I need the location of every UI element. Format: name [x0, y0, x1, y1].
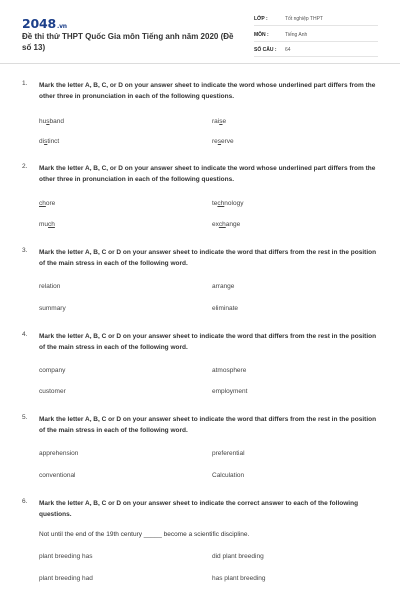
question-text: Mark the letter A, B, C or D on your answer sheet to indicate the word that differs from the rest in the position of the main stress in each of the following word. — [39, 249, 377, 267]
option-a[interactable]: relation — [39, 283, 61, 290]
option-underlined: ch — [39, 200, 46, 207]
option-underlined: ch — [217, 200, 225, 207]
meta-class-label: LỚP : — [254, 16, 268, 22]
option-a[interactable]: apprehension — [39, 450, 79, 457]
option-text: erve — [221, 138, 234, 145]
meta-subject-label: MÔN : — [254, 32, 269, 38]
option-text: tinct — [47, 138, 60, 145]
option-c[interactable]: conventional — [39, 472, 76, 479]
option-underlined: s — [46, 118, 50, 125]
question-number: 3. — [22, 247, 28, 254]
option-text: rai — [212, 118, 220, 125]
meta-count-row — [254, 45, 378, 57]
option-a[interactable]: company — [39, 367, 66, 374]
option-underlined: s — [219, 118, 223, 125]
question-number: 4. — [22, 331, 28, 338]
option-text: nology — [224, 200, 244, 207]
option-underlined: ch — [218, 221, 226, 228]
meta-subject-row — [254, 30, 378, 42]
option-b[interactable]: arrange — [212, 283, 235, 290]
option-text: hu — [39, 118, 47, 125]
option-d[interactable]: employment — [212, 388, 248, 395]
option-b[interactable]: preferential — [212, 450, 245, 457]
meta-subject-value: Tiếng Anh — [285, 32, 308, 38]
option-c[interactable] — [39, 221, 55, 228]
question-number: 5. — [22, 414, 28, 421]
question-text: Mark the letter A, B, C or D on your answer sheet to indicate the correct answer to each of the following questions. — [39, 500, 359, 518]
question-number: 6. — [22, 498, 28, 505]
question-text: Mark the letter A, B, C, or D on your answer sheet to indicate the word whose underlined part differs from the other three in pronunciation in each of the following questions. — [39, 165, 376, 183]
question-text: Mark the letter A, B, C or D on your answer sheet to indicate the word that differs from the rest in the position of the main stress in each of the following word. — [39, 416, 377, 434]
option-c[interactable]: summary — [39, 305, 66, 312]
meta-class-row — [254, 14, 378, 26]
option-text: di — [39, 138, 45, 145]
meta-count-label: SỐ CÂU : — [254, 47, 277, 53]
logo-main: 2048 — [22, 16, 56, 31]
meta-count-value: 64 — [285, 47, 291, 53]
option-text: ex — [212, 221, 219, 228]
option-underlined: s — [217, 138, 222, 145]
option-text: ange — [225, 221, 241, 228]
option-c[interactable]: plant breeding had — [39, 575, 93, 582]
option-d[interactable] — [212, 221, 240, 228]
exam-title: Đề thi thử THPT Quốc Gia môn Tiếng anh năm 2020 (Đề số 13) — [22, 32, 234, 52]
logo-suffix: .vn — [57, 23, 67, 30]
option-underlined: s — [44, 138, 48, 145]
site-logo[interactable] — [22, 16, 67, 31]
option-a[interactable]: plant breeding has — [39, 553, 93, 560]
option-text: band — [49, 118, 64, 125]
option-c[interactable]: customer — [39, 388, 66, 395]
option-text: ore — [45, 200, 56, 207]
option-d[interactable] — [212, 138, 234, 145]
option-d[interactable]: Calculation — [212, 472, 245, 479]
meta-class-value: Tốt nghiệp THPT — [285, 16, 323, 22]
option-c[interactable] — [39, 138, 59, 145]
option-b[interactable] — [212, 118, 226, 125]
option-text: e — [222, 118, 227, 125]
option-text: te — [212, 200, 218, 207]
option-b[interactable] — [212, 200, 243, 207]
option-b[interactable]: atmosphere — [212, 367, 247, 374]
option-a[interactable] — [39, 118, 64, 125]
question-number: 1. — [22, 80, 28, 87]
option-text: mu — [39, 221, 49, 228]
question-number: 2. — [22, 163, 28, 170]
question-text: Mark the letter A, B, C, or D on your answer sheet to indicate the word whose underlined part differs from the other three in pronunciation in each of the following questions. — [39, 82, 376, 100]
option-a[interactable] — [39, 200, 55, 207]
option-text: re — [212, 138, 218, 145]
question-text: Mark the letter A, B, C or D on your answer sheet to indicate the word that differs from the rest in the position of the main stress in each of the following word. — [39, 333, 377, 351]
option-underlined: ch — [48, 221, 55, 228]
option-d[interactable]: has plant breeding — [212, 575, 266, 582]
exam-header — [0, 0, 400, 64]
option-b[interactable]: did plant breeding — [212, 553, 264, 560]
option-d[interactable]: eliminate — [212, 305, 239, 312]
question-stem: Not until the end of the 19th century _____ become a scientific discipline. — [39, 531, 250, 538]
